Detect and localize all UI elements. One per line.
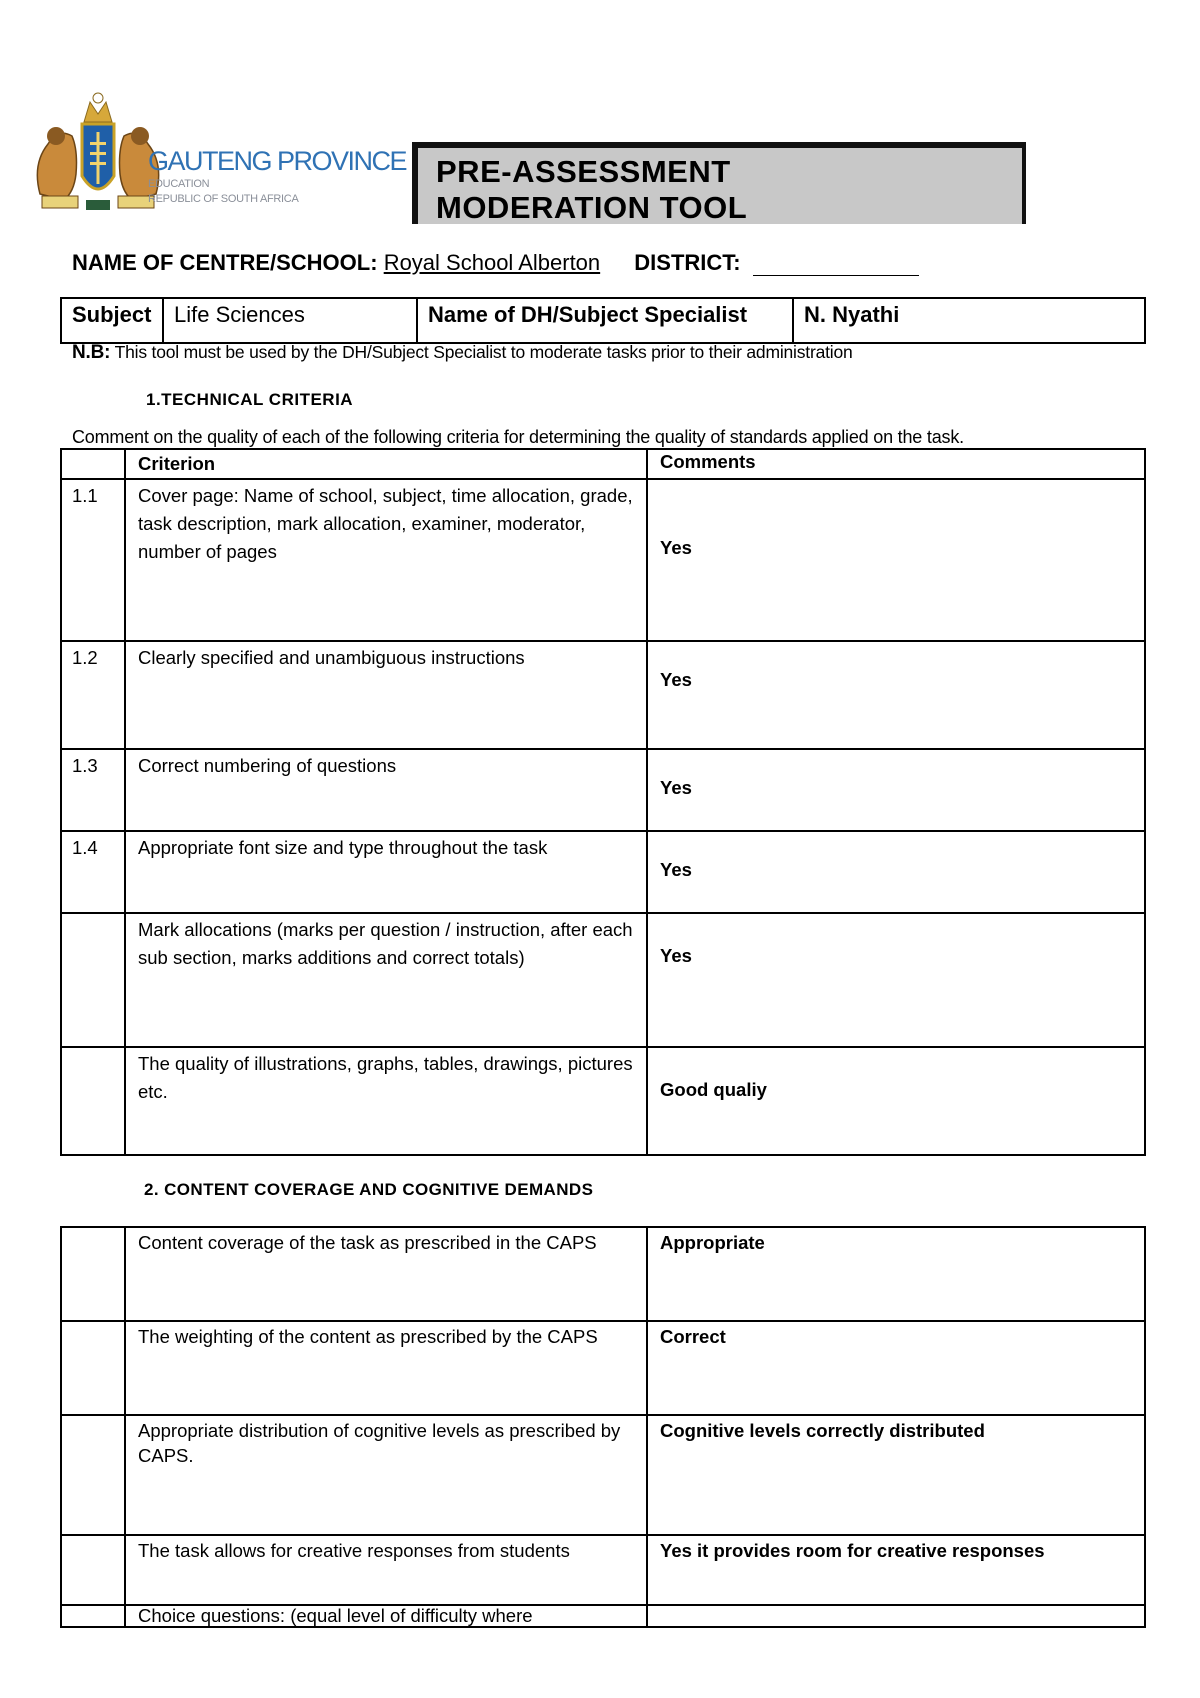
specialist-label: Name of DH/Subject Specialist xyxy=(417,298,793,343)
nb-note xyxy=(72,342,853,364)
table-row xyxy=(61,1227,1145,1321)
table-row xyxy=(61,1605,1145,1627)
subject-table xyxy=(60,297,1146,344)
table-row xyxy=(61,913,1145,1047)
table-row xyxy=(61,641,1145,749)
row-number: 1.1 xyxy=(61,479,125,641)
brand-wordmark xyxy=(148,146,406,207)
row-criterion: The task allows for creative responses from students xyxy=(125,1535,647,1605)
row-number xyxy=(61,913,125,1047)
row-comment: Yes xyxy=(647,913,1145,1047)
row-comment: Yes it provides room for creative responses xyxy=(647,1535,1145,1605)
district-label: DISTRICT: xyxy=(634,250,741,275)
table-row xyxy=(61,1047,1145,1155)
row-number xyxy=(61,1227,125,1321)
row-comment: Appropriate xyxy=(647,1227,1145,1321)
nb-text: This tool must be used by the DH/Subject Specialist to moderate tasks prior to their administration xyxy=(114,342,853,362)
row-criterion: Clearly specified and unambiguous instructions xyxy=(125,641,647,749)
row-criterion: The quality of illustrations, graphs, tables, drawings, pictures etc. xyxy=(125,1047,647,1155)
content-coverage-table xyxy=(60,1226,1146,1628)
table-row xyxy=(61,1415,1145,1535)
subject-value: Life Sciences xyxy=(163,298,417,343)
nb-label: N.B: xyxy=(72,342,111,363)
document-title-line-1: PRE-ASSESSMENT xyxy=(436,154,731,189)
row-comment: Good qualiy xyxy=(647,1047,1145,1155)
row-criterion: Appropriate font size and type throughout the task xyxy=(125,831,647,913)
section-2-title: 2. CONTENT COVERAGE AND COGNITIVE DEMANDS xyxy=(144,1180,594,1199)
row-number xyxy=(61,1321,125,1415)
row-comment: Correct xyxy=(647,1321,1145,1415)
table-row xyxy=(61,479,1145,641)
header-num-cell xyxy=(61,449,125,479)
row-comment: Yes xyxy=(647,749,1145,831)
row-comment: Cognitive levels correctly distributed xyxy=(647,1415,1145,1535)
header-comments: Comments xyxy=(647,449,1145,479)
technical-criteria-table xyxy=(60,448,1146,1156)
table-row xyxy=(61,831,1145,913)
section-1-title: 1.TECHNICAL CRITERIA xyxy=(146,390,354,409)
table-row xyxy=(61,1535,1145,1605)
row-number xyxy=(61,1535,125,1605)
row-number: 1.3 xyxy=(61,749,125,831)
row-comment: Yes xyxy=(647,831,1145,913)
row-comment xyxy=(647,1605,1145,1627)
row-criterion: Choice questions: (equal level of difficulty where xyxy=(125,1605,647,1627)
row-criterion: Appropriate distribution of cognitive levels as prescribed by CAPS. xyxy=(125,1415,647,1535)
centre-school-line xyxy=(72,250,919,276)
brand-name: GAUTENG PROVINCE xyxy=(148,146,407,176)
brand-sub-country: REPUBLIC OF SOUTH AFRICA xyxy=(148,193,299,205)
row-number: 1.2 xyxy=(61,641,125,749)
document-title-line-2: MODERATION TOOL xyxy=(436,190,748,225)
row-number: 1.4 xyxy=(61,831,125,913)
specialist-value: N. Nyathi xyxy=(793,298,1145,343)
row-criterion: Content coverage of the task as prescribed in the CAPS xyxy=(125,1227,647,1321)
district-blank-field xyxy=(753,255,919,276)
header-criterion: Criterion xyxy=(125,449,647,479)
subject-label: Subject xyxy=(61,298,163,343)
table-row xyxy=(61,1321,1145,1415)
row-criterion: Mark allocations (marks per question / instruction, after each sub section, marks additions and correct totals) xyxy=(125,913,647,1047)
row-criterion: Correct numbering of questions xyxy=(125,749,647,831)
row-comment: Yes xyxy=(647,479,1145,641)
table-row xyxy=(61,749,1145,831)
table-header-row xyxy=(61,449,1145,479)
row-criterion: The weighting of the content as prescribed by the CAPS xyxy=(125,1321,647,1415)
section-1-intro: Comment on the quality of each of the following criteria for determining the quality of standards applied on the task. xyxy=(72,427,964,447)
row-number xyxy=(61,1415,125,1535)
row-criterion: Cover page: Name of school, subject, time allocation, grade, task description, mark allocation, examiner, moderator, number of pages xyxy=(125,479,647,641)
row-number xyxy=(61,1047,125,1155)
document-title-box xyxy=(412,142,1026,224)
row-comment: Yes xyxy=(647,641,1145,749)
brand-sub-education: EDUCATION xyxy=(148,178,210,190)
row-number xyxy=(61,1605,125,1627)
centre-label: NAME OF CENTRE/SCHOOL: xyxy=(72,250,378,275)
centre-value: Royal School Alberton xyxy=(383,250,601,275)
